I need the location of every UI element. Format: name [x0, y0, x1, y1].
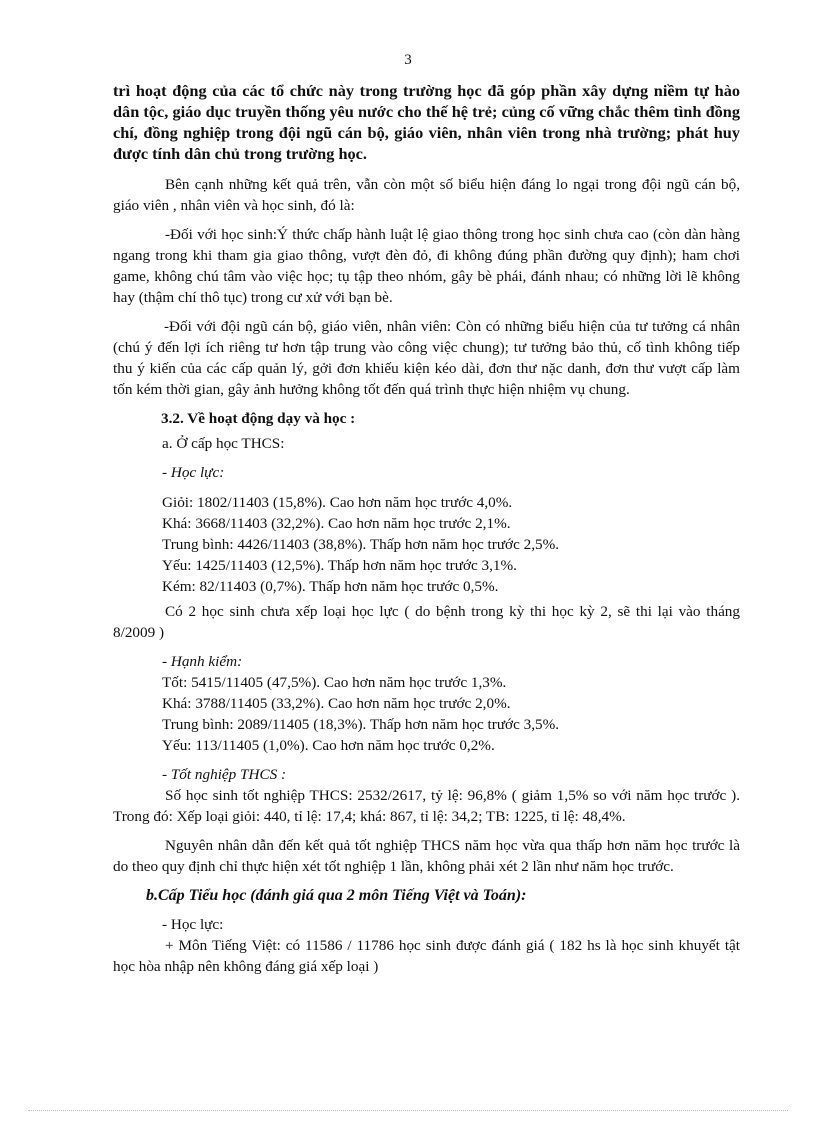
hanh-kiem-heading: - Hạnh kiểm: — [162, 653, 243, 670]
students-paragraph: -Đối với học sinh:Ý thức chấp hành luật lệ giao thông trong học sinh chưa cao (còn dàn hàng ngang trong khi tham gia giao thông, vượt đèn đỏ, đi không đúng phần đường quy định); ham chơi game, không chú tâm vào việc học; tụ tập theo nhóm, gây bè phái, đánh nhau; có những lời lẽ không hay (thậm chí thô tục) trong cư xử với bạn bè. — [113, 226, 740, 306]
list-item: Giỏi: 1802/11403 (15,8%). Cao hơn năm học trước 4,0%. — [162, 494, 513, 511]
tot-nghiep-heading: - Tốt nghiệp THCS : — [162, 766, 287, 783]
document-body — [113, 80, 740, 977]
concern-paragraph: Bên cạnh những kết quả trên, vẫn còn một số biểu hiện đáng lo ngại trong đội ngũ cán bộ, giáo viên , nhân viên và học sinh, đó là: — [113, 176, 740, 214]
list-item: Yếu: 113/11405 (1,0%). Cao hơn năm học trước 0,2%. — [162, 737, 495, 754]
page-number: 3 — [404, 52, 412, 68]
staff-paragraph: -Đối với đội ngũ cán bộ, giáo viên, nhân viên: Còn có những biểu hiện của tư tưởng cá nhân (chú ý đến lợi ích riêng tư hơn tập trung vào công việc chung); tư tưởng bảo thủ, cố tình không tiếp thu ý kiến của các cấp quản lý, gởi đơn khiếu kiện kéo dài, đơn thư nặc danh, đơn thư vượt cấp làm tốn kém thời gian, gây ảnh hưởng không tốt đến quá trình thực hiện nhiệm vụ chung. — [113, 318, 740, 398]
list-item: Khá: 3668/11403 (32,2%). Cao hơn năm học trước 2,1%. — [162, 515, 511, 532]
subsection-b: b.Cấp Tiểu học (đánh giá qua 2 môn Tiếng Việt và Toán): — [146, 887, 527, 904]
list-item: Yếu: 1425/11403 (12,5%). Thấp hơn năm học trước 3,1%. — [162, 557, 517, 574]
list-item: Tốt: 5415/11405 (47,5%). Cao hơn năm học trước 1,3%. — [162, 674, 507, 691]
graduation-paragraph: Số học sinh tốt nghiệp THCS: 2532/2617, tỷ lệ: 96,8% ( giảm 1,5% so với năm học trước ). Trong đó: Xếp loại giỏi: 440, tỉ lệ: 17,4; khá: 867, tỉ lệ: 34,2; TB: 1225, tỉ lệ: 48,4%. — [113, 787, 740, 825]
reason-paragraph: Nguyên nhân dẫn đến kết quả tốt nghiệp THCS năm học vừa qua thấp hơn năm học trước là do theo quy định chỉ thực hiện xét tốt nghiệp 1 lần, không phải xét 2 lần như năm học trước. — [113, 837, 740, 875]
intro-paragraph: trì hoạt động của các tổ chức này trong trường học đã góp phần xây dựng niềm tự hào dân tộc, giáo dục truyền thống yêu nước cho thế hệ trẻ; củng cố vững chắc thêm tình đồng chí, đồng nghiệp trong đội ngũ cán bộ, giáo viên, nhân viên trong nhà trường; phát huy được tính dân chủ trong trường học. — [113, 81, 740, 163]
unclassified-note: Có 2 học sinh chưa xếp loại học lực ( do bệnh trong kỳ thi học kỳ 2, sẽ thi lại vào tháng 8/2009 ) — [113, 603, 740, 641]
list-item: Kém: 82/11403 (0,7%). Thấp hơn năm học trước 0,5%. — [162, 578, 499, 595]
tieng-viet-paragraph: + Môn Tiếng Việt: có 11586 / 11786 học sinh được đánh giá ( 182 hs là học sinh khuyết tật học hòa nhập nên không đáng giá xếp loại ) — [113, 937, 740, 975]
list-item: Khá: 3788/11405 (33,2%). Cao hơn năm học trước 2,0%. — [162, 695, 511, 712]
hanh-kiem-list — [113, 672, 740, 756]
primary-hoc-luc-heading: - Học lực: — [162, 916, 224, 933]
hoc-luc-heading: - Học lực: — [162, 464, 225, 481]
list-item: Trung bình: 2089/11405 (18,3%). Thấp hơn năm học trước 3,5%. — [162, 716, 560, 733]
list-item: Trung bình: 4426/11403 (38,8%). Thấp hơn năm học trước 2,5%. — [162, 536, 560, 553]
hoc-luc-list — [113, 492, 740, 597]
section-heading: 3.2. Về hoạt động dạy và học : — [161, 410, 356, 427]
page-divider — [28, 1110, 788, 1111]
subsection-a: a. Ở cấp học THCS: — [162, 435, 285, 452]
